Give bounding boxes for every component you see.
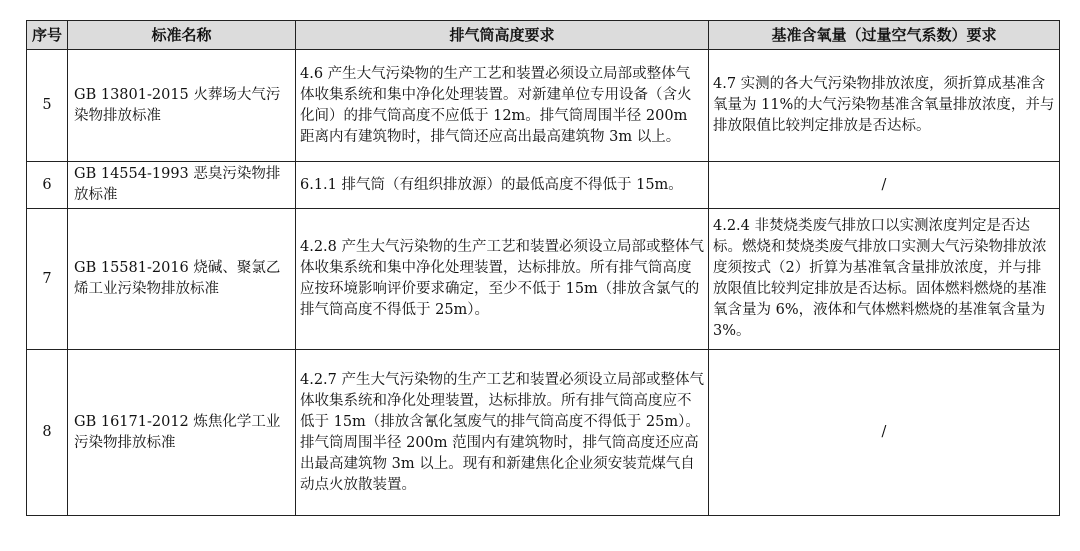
table-row — [27, 50, 1060, 162]
row-number: 6 — [27, 162, 68, 209]
header-oxygen: 基准含氧量（过量空气系数）要求 — [709, 21, 1060, 50]
header-name: 标准名称 — [68, 21, 296, 50]
oxygen-requirement: / — [709, 162, 1060, 209]
oxygen-requirement: 4.7 实测的各大气污染物排放浓度，须折算成基准含氧量为 11%的大气污染物基准含氧量排放浓度，并与排放限值比较判定排放是否达标。 — [709, 50, 1060, 162]
standards-table — [26, 20, 1060, 516]
height-requirement: 4.6 产生大气污染物的生产工艺和装置必须设立局部或整体气体收集系统和集中净化处理装置。对新建单位专用设备（含火化间）的排气筒高度不应低于 12m。排气筒周围半径 200m 距离内有建筑物时，排气筒还应高出最高建筑物 3m 以上。 — [296, 50, 709, 162]
table-row — [27, 209, 1060, 350]
height-requirement: 4.2.8 产生大气污染物的生产工艺和装置必须设立局部或整体气体收集系统和集中净化处理装置，达标排放。所有排气筒高度应按环境影响评价要求确定，至少不低于 15m（排放含氯气的排气筒高度不得低于 25m）。 — [296, 209, 709, 350]
header-row — [27, 21, 1060, 50]
height-requirement: 6.1.1 排气筒（有组织排放源）的最低高度不得低于 15m。 — [296, 162, 709, 209]
header-num: 序号 — [27, 21, 68, 50]
table-row — [27, 350, 1060, 516]
row-number: 5 — [27, 50, 68, 162]
standard-name: GB 15581-2016 烧碱、聚氯乙烯工业污染物排放标准 — [68, 209, 296, 350]
table-row — [27, 162, 1060, 209]
header-height: 排气筒高度要求 — [296, 21, 709, 50]
oxygen-requirement: / — [709, 350, 1060, 516]
standard-name: GB 16171-2012 炼焦化学工业污染物排放标准 — [68, 350, 296, 516]
height-requirement: 4.2.7 产生大气污染物的生产工艺和装置必须设立局部或整体气体收集系统和净化处理装置，达标排放。所有排气筒高度应不低于 15m（排放含氰化氢废气的排气筒高度不得低于 25m）。排气筒周围半径 200m 范围内有建筑物时，排气筒高度还应高出最高建筑物 3m 以上。现有和新建焦化企业须安装荒煤气自动点火放散装置。 — [296, 350, 709, 516]
standard-name: GB 14554-1993 恶臭污染物排放标准 — [68, 162, 296, 209]
standard-name: GB 13801-2015 火葬场大气污染物排放标准 — [68, 50, 296, 162]
oxygen-requirement: 4.2.4 非焚烧类废气排放口以实测浓度判定是否达标。燃烧和焚烧类废气排放口实测大气污染物排放浓度须按式（2）折算为基准氧含量排放浓度，并与排放限值比较判定排放是否达标。固体燃料燃烧的基准氧含量为 6%，液体和气体燃料燃烧的基准氧含量为 3%。 — [709, 209, 1060, 350]
row-number: 8 — [27, 350, 68, 516]
row-number: 7 — [27, 209, 68, 350]
